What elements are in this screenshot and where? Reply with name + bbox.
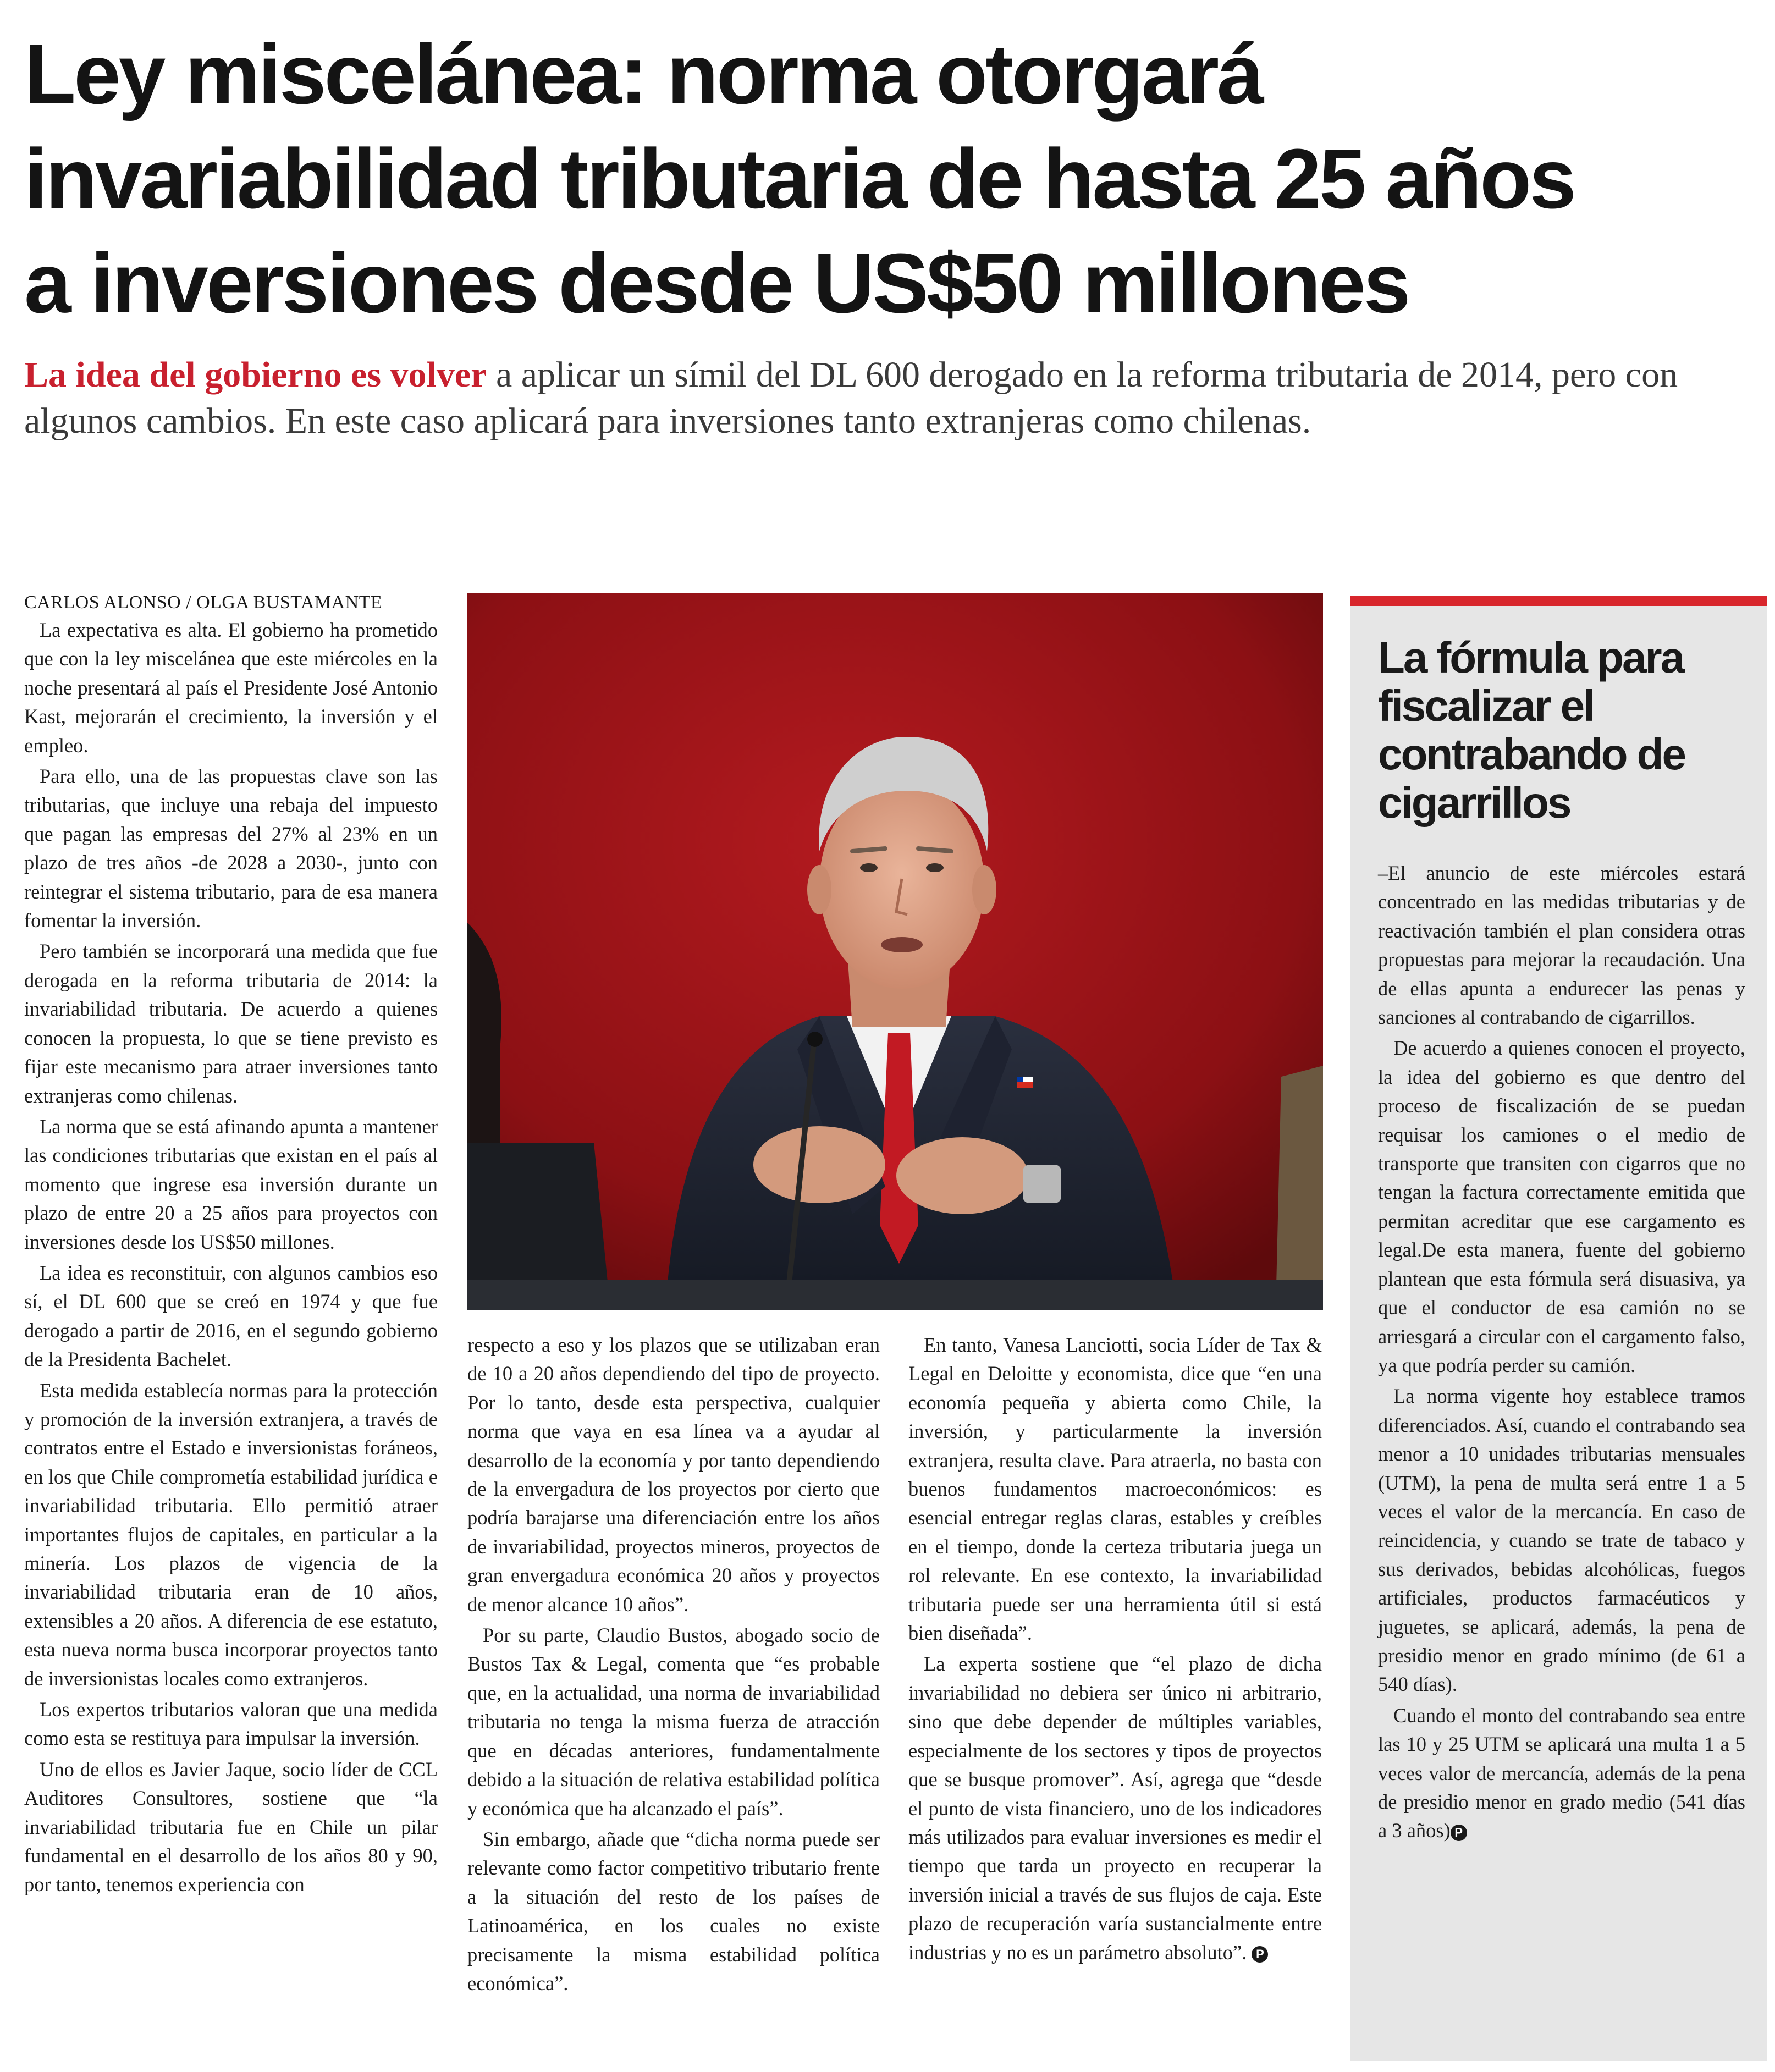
article-paragraph-text: La experta sostiene que “el plazo de dicha invariabilidad no debiera ser único ni arbitrario, sino que debe depender de múltiples variables, especialmente de los sectores y tipos de proyectos que se busque promover”. Así, agrega que “desde el punto de vista financiero, uno de los indicadores más utilizados para evaluar inversiones es medir el tiempo que tarda un proyecto en recuperar la inversión inicial a través de sus flujos de caja. Este plazo de recuperación varía sustancialmente entre industrias y no es un parámetro absoluto”. [908, 1652, 1322, 1964]
sidebar-paragraph [1378, 1701, 1745, 1845]
photo-illustration [467, 593, 1323, 1310]
article-paragraph: La expectativa es alta. El gobierno ha prometido que con la ley miscelánea que este miércoles en la noche presentará al país el Presidente José Antonio Kast, mejorarán el crecimiento, la inversión y el empleo. [24, 619, 438, 757]
article-paragraph: Los expertos tributarios valoran que una medida como esta se restituya para impulsar la inversión. [24, 1698, 438, 1750]
article-paragraph: Sin embargo, añade que “dicha norma puede ser relevante como factor competitivo tributario frente a la situación del resto de los países de Latinoamérica, en los cuales no existe precisamente la misma estabilidad política económica”. [467, 1827, 880, 1994]
headline-line-1: Ley miscelánea: norma otorgará [24, 27, 1262, 122]
photo-minister-speaking [467, 593, 1323, 1310]
article-column-2 [467, 1331, 880, 2000]
end-of-article-icon: P [1451, 1825, 1467, 1841]
article-paragraph: La norma que se está afinando apunta a mantener las condiciones tributarias que existan en el país al momento que ingrese esa inversión durante un plazo de entre 20 a 25 años para proyectos con inversiones desde los US$50 millones. [24, 1115, 438, 1253]
article-paragraph: En tanto, Vanesa Lanciotti, socia Líder de Tax & Legal en Deloitte y economista, dice que “en una economía pequeña y abierta como Chile, la inversión, y particularmente la inversión extranjera, resulta clave. Para atraerla, no basta con buenos fundamentos macroeconómicos: es esencial entregar reglas claras, estables y creíbles en el tiempo, donde la certeza tributaria juega un rol relevante. En ese contexto, la invariabilidad tributaria puede ser una herramienta útil si está bien diseñada”. [908, 1333, 1322, 1645]
article-paragraph: La idea es reconstituir, con algunos cambios eso sí, el DL 600 que se creó en 1974 y que fue derogado a partir de 2016, en el segundo gobierno de la Presidenta Bachelet. [24, 1261, 438, 1371]
headline [24, 22, 1756, 335]
sidebar-paragraph-text: Cuando el monto del contrabando sea entre las 10 y 25 UTM se aplicará una multa 1 a 5 veces valor de mercancía, además de la pena de presidio menor en grado medio (541 días a 3 años) [1378, 1704, 1745, 1842]
article-paragraph: respecto a eso y los plazos que se utilizaban eran de 10 a 20 años dependiendo del tipo de proyecto. Por lo tanto, desde esta perspectiva, cualquier norma que vaya en esa línea va a ayudar al desarrollo de la economía y por tanto dependiendo de la envergadura de los proyectos por cierto que podría barajarse una diferenciación entre los años de invariabilidad, proyectos mineros, proyectos de gran envergadura económica 20 años y proyectos de menor alcance 10 años”. [467, 1333, 880, 1616]
headline-line-2: invariabilidad tributaria de hasta 25 años [24, 131, 1574, 226]
chile-flag-pin-icon [1017, 1077, 1033, 1088]
byline: CARLOS ALONSO / OLGA BUSTAMANTE [24, 592, 383, 613]
article-paragraph: Uno de ellos es Javier Jaque, socio líder de CCL Auditores Consultores, sostiene que “la invariabilidad tributaria fue en Chile un pilar fundamental en el desarrollo de los años 80 y 90, por tanto, tenemos experiencia con [24, 1757, 438, 1896]
article-column-1 [24, 616, 438, 1902]
article-paragraph: Pero también se incorporará una medida que fue derogada en la reforma tributaria de 2014: la invariabilidad tributaria. De acuerdo a quienes conocen la propuesta, lo que se tiene previsto es fijar este mecanismo para atraer inversiones tanto extranjeras como chilenas. [24, 940, 438, 1107]
lead-paragraph [24, 352, 1756, 444]
lead-text: a aplicar un símil del DL 600 derogado en la reforma tributaria de 2014, pero con algunos cambios. En este caso aplicará para inversiones tanto extranjeras como chilenas. [24, 355, 1678, 441]
headline-line-3: a inversiones desde US$50 millones [24, 236, 1409, 330]
article-paragraph: Por su parte, Claudio Bustos, abogado socio de Bustos Tax & Legal, comenta que “es probable que, en la actualidad, una norma de invariabilidad tributaria no tenga la misma fuerza de atracción que en décadas anteriores, fundamentalmente debido a la situación de relativa estabilidad política y económica que ha alcanzado el país”. [467, 1624, 880, 1820]
article-column-3 [908, 1331, 1322, 1969]
sidebar-title: La fórmula para fiscalizar el contrabando de cigarrillos [1378, 633, 1685, 827]
sidebar-paragraph: La norma vigente hoy establece tramos diferenciados. Así, cuando el contrabando sea menor a 10 unidades tributarias mensuales (UTM), la pena de multa será entre 1 a 5 veces el valor de la mercancía. En caso de reincidencia, y cuando se trate de tabaco y sus derivados, bebidas alcohólicas, fuegos artificiales, productos farmacéuticos y juguetes, se aplicará, además, la pena de presidio menor en grado mínimo (de 61 a 540 días). [1378, 1385, 1745, 1696]
sidebar-box [1350, 596, 1767, 2061]
sidebar-paragraph: De acuerdo a quienes conocen el proyecto, la idea del gobierno es que dentro del proceso de fiscalización de se puedan requisar los camiones o el medio de transporte que transiten con cigarros que no tengan la factura correctamente emitida que permitan acreditar que ese cargamento es legal.De esta manera, fuente del gobierno plantean que esta fórmula será disuasiva, ya que el conductor de esa camión no se arriesgará a circular con el cargamento falso, ya que podría perder su camión. [1378, 1037, 1745, 1376]
end-of-article-icon: P [1252, 1946, 1268, 1963]
sidebar-paragraph: –El anuncio de este miércoles estará concentrado en las medidas tributarias y de reactivación también el plan considera otras propuestas para mejorar la recaudación. Una de ellas apunta a endurecer las penas y sanciones al contrabando de cigarrillos. [1378, 862, 1745, 1029]
lead-highlight: La idea del gobierno es volver [24, 355, 487, 395]
article-paragraph: Para ello, una de las propuestas clave son las tributarias, que incluye una rebaja del impuesto que pagan las empresas del 27% al 23% en un plazo de tres años -de 2028 a 2030-, junto con reintegrar el sistema tributario, para de esa manera fomentar la inversión. [24, 765, 438, 932]
sidebar-body [1378, 859, 1745, 1848]
article-paragraph [908, 1650, 1322, 1966]
article-paragraph: Esta medida establecía normas para la protección y promoción de la inversión extranjera, a través de contratos entre el Estado e inversionistas foráneos, en los que Chile comprometía estabilidad jurídica e invariabilidad tributaria. Ello permitió atraer importantes flujos de capitales, en particular a la minería. Los plazos de vigencia de la invariabilidad tributaria eran de 10 años, extensibles a 20 años. A diferencia de ese estatuto, esta nueva norma busca incorporar proyectos tanto de inversionistas locales como extranjeros. [24, 1379, 438, 1690]
